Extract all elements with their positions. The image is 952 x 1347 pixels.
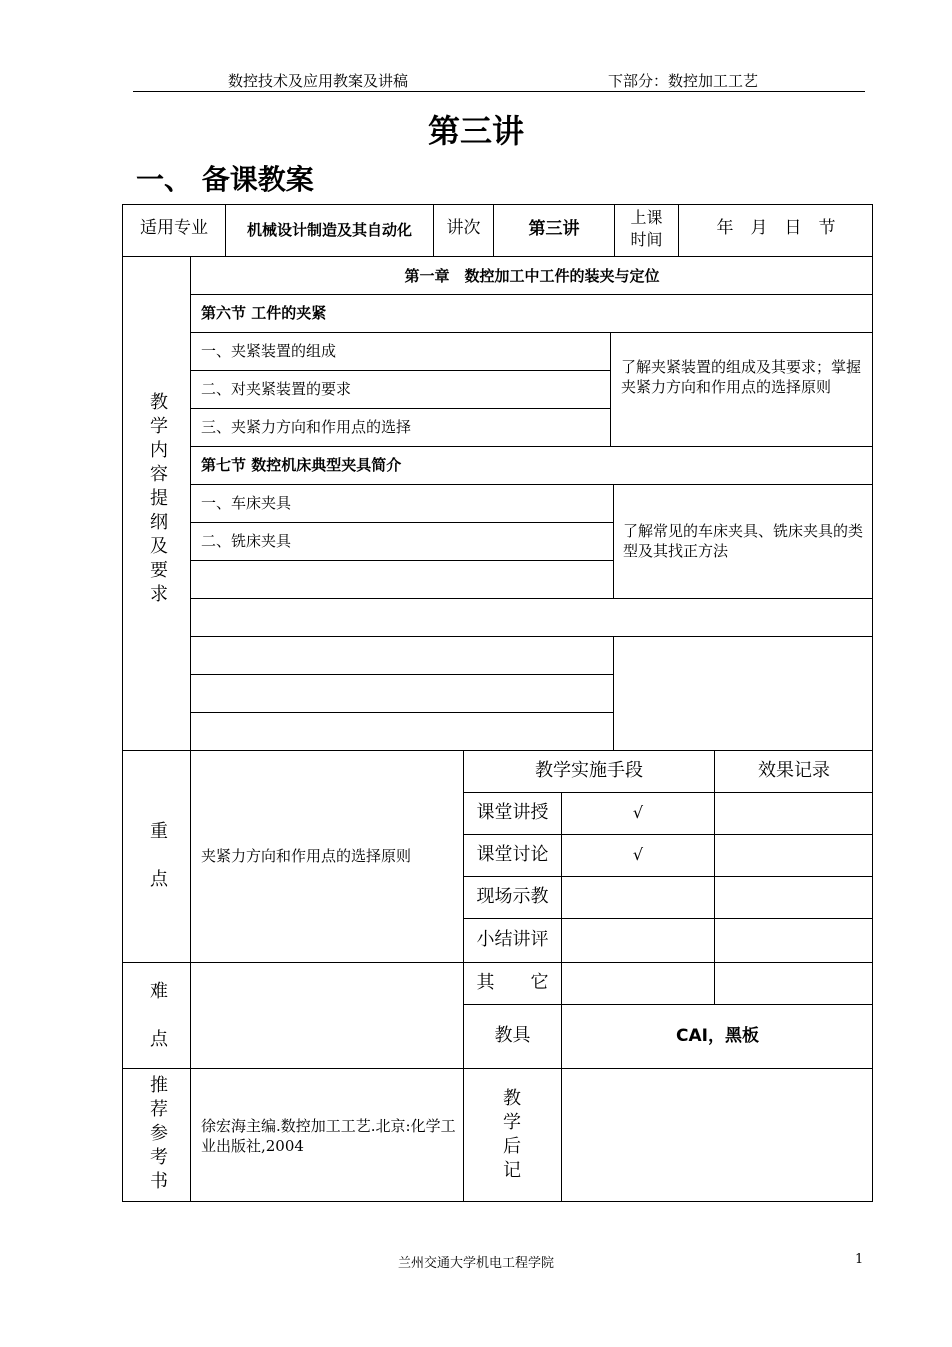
chapter-title: 第一章 数控加工中工件的装夹与定位 <box>404 267 660 285</box>
row-divider <box>122 1068 873 1069</box>
row-divider <box>190 636 873 637</box>
page-title: 第三讲 <box>427 112 524 150</box>
section6-item: 二、对夹紧装置的要求 <box>201 380 352 398</box>
row-divider <box>190 598 873 599</box>
afterword-label: 教 学 后 记 <box>503 1088 521 1181</box>
row-divider <box>190 712 613 713</box>
row-divider <box>122 256 873 257</box>
section7-item: 一、车床夹具 <box>201 494 292 512</box>
method-name: 课堂讨论 <box>476 844 549 865</box>
method-mark: √ <box>632 803 644 822</box>
footer-text: 兰州交通大学机电工程学院 <box>397 1256 554 1271</box>
col-divider <box>190 256 191 1202</box>
section6-title: 第六节 工件的夹紧 <box>201 304 327 322</box>
row-divider <box>122 962 873 963</box>
key-point-value: 夹紧力方向和作用点的选择原则 <box>201 847 412 865</box>
section7-item: 二、铣床夹具 <box>201 532 292 550</box>
row-divider <box>190 408 610 409</box>
effect-header: 效果记录 <box>758 760 830 781</box>
row-divider <box>463 1004 873 1005</box>
method-name: 其 它 <box>476 972 549 993</box>
books-label: 推 荐 参 考 书 <box>150 1075 168 1192</box>
content-label: 教 学 内 容 提 纲 及 要 求 <box>150 392 168 605</box>
lecture-label: 讲次 <box>446 218 481 238</box>
row-divider <box>122 750 873 751</box>
row-divider <box>190 370 610 371</box>
col-divider <box>613 636 614 750</box>
row-divider <box>463 834 873 835</box>
time-value: 年 月 日 节 <box>716 218 836 238</box>
section7-title: 第七节 数控机床典型夹具简介 <box>201 456 402 474</box>
row-divider <box>463 792 873 793</box>
tools-value: CAI，黑板 <box>676 1026 759 1046</box>
time-label: 上课 时间 <box>630 208 663 249</box>
method-name: 小结讲评 <box>476 929 549 950</box>
row-divider <box>190 446 873 447</box>
method-name: 现场示教 <box>476 886 549 907</box>
row-divider <box>190 522 613 523</box>
col-divider <box>613 484 614 598</box>
method-mark: √ <box>632 845 644 864</box>
row-divider <box>190 674 613 675</box>
row-divider <box>190 294 873 295</box>
methods-header: 教学实施手段 <box>535 760 643 781</box>
lecture-value: 第三讲 <box>528 219 580 239</box>
major-label: 适用专业 <box>140 218 208 238</box>
section6-item: 一、夹紧装置的组成 <box>201 342 337 360</box>
key-point-label: 重 点 <box>150 821 168 890</box>
section-heading: 一、 备课教案 <box>136 163 314 196</box>
header-left: 数控技术及应用教案及讲稿 <box>228 72 409 90</box>
row-divider <box>190 332 873 333</box>
major-value: 机械设计制造及其自动化 <box>246 221 412 239</box>
difficult-point-label: 难 点 <box>150 981 168 1050</box>
col-divider <box>610 332 611 446</box>
section6-item: 三、夹紧力方向和作用点的选择 <box>201 418 412 436</box>
header-rule <box>133 91 865 92</box>
section6-requirement: 了解夹紧装置的组成及其要求；掌握夹紧力方向和作用点的选择原则 <box>621 358 862 396</box>
row-divider <box>463 918 873 919</box>
row-divider <box>190 560 613 561</box>
tools-label: 教具 <box>494 1025 531 1046</box>
header-right: 下部分：数控加工工艺 <box>608 72 759 90</box>
section7-requirement: 了解常见的车床夹具、铣床夹具的类型及其找正方法 <box>623 522 864 560</box>
page-number: 1 <box>855 1252 864 1267</box>
row-divider <box>190 484 873 485</box>
method-name: 课堂讲授 <box>476 802 549 823</box>
col-divider <box>714 750 715 1004</box>
books-value: 徐宏海主编.数控加工工艺.北京:化学工业出版社,2004 <box>201 1117 456 1155</box>
row-divider <box>463 876 873 877</box>
